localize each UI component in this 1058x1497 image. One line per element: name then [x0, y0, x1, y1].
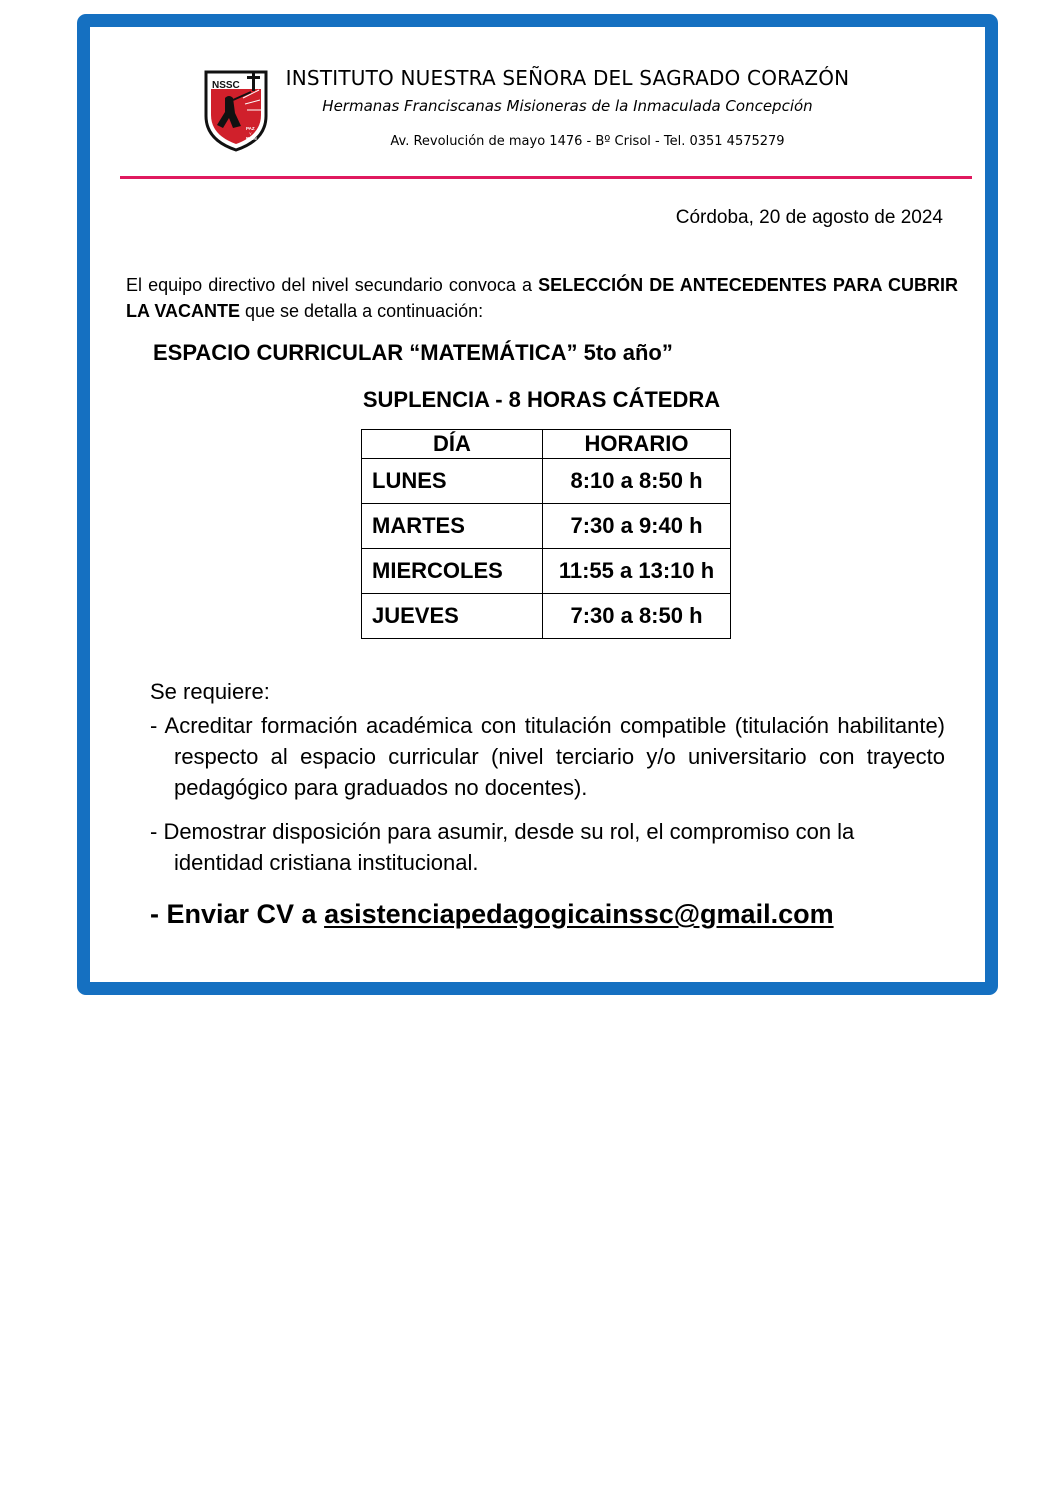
svg-text:PAZ: PAZ: [246, 126, 255, 131]
requirement-item: [150, 816, 945, 878]
svg-text:Y: Y: [249, 131, 252, 136]
requirement-text: - Demostrar disposición para asumir, desde su rol, el compromiso con la identidad cristiana institucional.: [150, 819, 855, 875]
day-cell: JUEVES: [362, 594, 543, 639]
schedule-table: [361, 429, 731, 639]
requirement-item: [150, 710, 945, 803]
time-cell: 7:30 a 9:40 h: [543, 504, 731, 549]
time-cell: 7:30 a 8:50 h: [543, 594, 731, 639]
send-cv-prefix: - Enviar CV a: [150, 899, 325, 929]
send-cv-line: [150, 899, 834, 930]
day-cell: LUNES: [362, 459, 543, 504]
institution-address: Av. Revolución de mayo 1476 - Bº Crisol - Tel. 0351 4575279: [390, 134, 785, 149]
institution-name: INSTITUTO NUESTRA SEÑORA DEL SAGRADO CORAZÓN: [285, 66, 850, 90]
intro-text-2: que se detalla a continuación:: [240, 301, 484, 321]
header-divider: [120, 176, 972, 179]
curricular-space-title: ESPACIO CURRICULAR “MATEMÁTICA” 5to año”: [153, 340, 673, 365]
substitution-title: SUPLENCIA - 8 HORAS CÁTEDRA: [362, 387, 721, 412]
time-cell: 11:55 a 13:10 h: [543, 549, 731, 594]
table-row: [362, 594, 731, 639]
day-header: DÍA: [362, 430, 543, 459]
schedule-header-row: [362, 430, 731, 459]
email-link[interactable]: asistenciapedagogicainssc@gmail.com: [324, 899, 834, 929]
intro-bold: SELECCIÓN DE ANTECEDENTES PARA CUBRIR LA VACANTE: [126, 275, 958, 321]
time-cell: 8:10 a 8:50 h: [543, 459, 731, 504]
document-frame: [77, 14, 998, 995]
intro-text-1: El equipo directivo del nivel secundario convoca a: [126, 275, 539, 295]
requirement-text: - Acreditar formación académica con titulación compatible (titulación habilitante) respecto al espacio curricular (nivel terciario y/o universitario con trayecto pedagógico para graduados no docentes).: [150, 713, 945, 800]
time-header: HORARIO: [543, 430, 731, 459]
day-cell: MIERCOLES: [362, 549, 543, 594]
requirements-heading: Se requiere:: [150, 679, 270, 704]
congregation-name: Hermanas Franciscanas Misioneras de la Inmaculada Concepción: [322, 97, 813, 115]
table-row: [362, 504, 731, 549]
day-cell: MARTES: [362, 504, 543, 549]
svg-text:BIEN: BIEN: [246, 136, 257, 141]
table-row: [362, 459, 731, 504]
intro-paragraph: [126, 272, 958, 324]
table-row: [362, 549, 731, 594]
document-date: Córdoba, 20 de agosto de 2024: [675, 207, 943, 228]
logo-acronym: NSSC: [212, 80, 240, 91]
